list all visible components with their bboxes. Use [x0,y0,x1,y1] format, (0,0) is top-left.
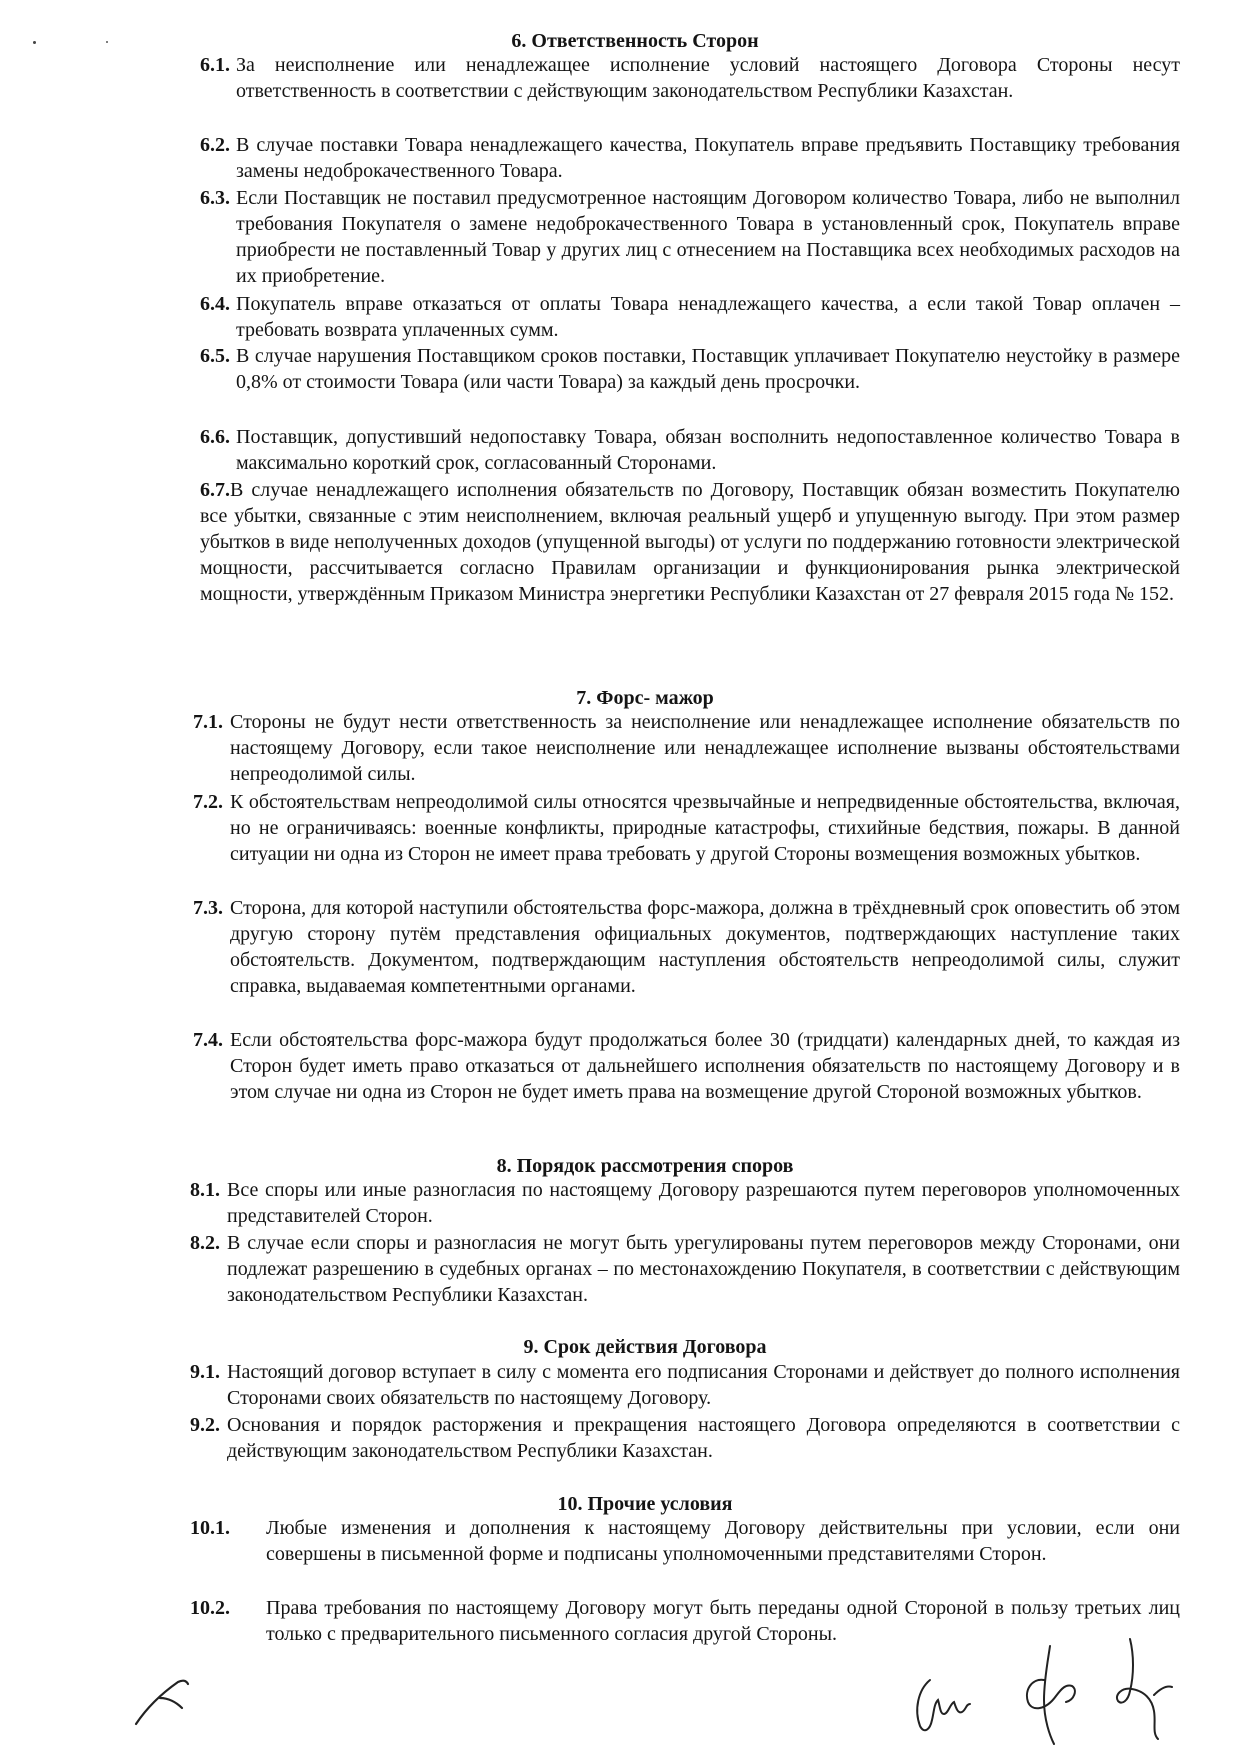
clause-7-3 [193,895,1180,1025]
clause-number: 6.6. [200,426,230,448]
clause-6-1 [200,52,1180,130]
section-7-heading: 7. Форс- мажор [576,687,714,709]
clause-text: Настоящий договор вступает в силу с момента его подписания Сторонами и действует до полного исполнения Сторонами своих обязательств по настоящему Договору. [227,1361,1180,1409]
clause-number: 7.1. [193,711,223,733]
clause-number: 10.1. [190,1517,230,1539]
initial-mark-left [130,1668,200,1728]
signature-3 [1100,1635,1180,1745]
clause-8-2 [190,1230,1180,1308]
clause-text: В случае нарушения Поставщиком сроков поставки, Поставщик уплачивает Покупателю неустойку в размере 0,8% от стоимости Товара (или части Товара) за каждый день просрочки. [236,345,1180,393]
clause-number: 6.2. [200,134,230,156]
clause-number: 6.4. [200,293,230,315]
clause-text: Права требования по настоящему Договору могут быть переданы одной Стороной в пользу третьих лиц только с предварительного письменного согласия другой Стороны. [266,1597,1180,1645]
clause-text: Покупатель вправе отказаться от оплаты Товара ненадлежащего качества, а если такой Товар оплачен – требовать возврата уплаченных сумм. [236,293,1180,341]
clause-7-4 [193,1027,1180,1131]
clause-number: 7.3. [193,897,223,919]
clause-number: 6.3. [200,187,230,209]
clause-text: Сторона, для которой наступили обстоятельства форс-мажора, должна в трёхдневный срок оповестить об этом другую сторону путём представления официальных документов, подтверждающих наступление таких обстоятельств. Документом, подтверждающим наступления обстоятельств непреодолимой силы, служит справка, выдаваемая компетентными органами. [230,897,1180,997]
clause-text: В случае если споры и разногласия не могут быть урегулированы путем переговоров между Сторонами, они подлежат разрешению в судебных органах – по местонахождению Покупателя, в соответствии с действующим законодательством Республики Казахстан. [227,1232,1180,1306]
clause-7-2 [193,789,1180,893]
clause-text: Любые изменения и дополнения к настоящему Договору действительны при условии, если они совершены в письменной форме и подписаны уполномоченными представителями Сторон. [266,1517,1180,1565]
section-8-heading: 8. Порядок рассмотрения споров [496,1155,794,1177]
clause-9-2 [190,1412,1180,1464]
clause-6-2 [200,132,1180,184]
clause-text: Основания и порядок расторжения и прекращения настоящего Договора определяются в соответствии с действующим законодательством Республики Казахстан. [227,1414,1180,1462]
clause-number: 7.2. [193,791,223,813]
clause-6-4 [200,291,1180,343]
clause-number: 6.5. [200,345,230,367]
clause-text: Поставщик, допустивший недопоставку Товара, обязан восполнить недопоставленное количество Товара в максимально короткий срок, согласованный Сторонами. [236,426,1180,474]
clause-text: Стороны не будут нести ответственность за неисполнение или ненадлежащее исполнение обязательств по настоящему Договору, если такое неисполнение или ненадлежащее исполнение вызваны обстоятельствами непреодолимой силы. [230,711,1180,785]
clause-text: Все споры или иные разногласия по настоящему Договору разрешаются путем переговоров уполномоченных представителей Сторон. [227,1179,1180,1227]
clause-6-5 [200,343,1180,421]
clause-number: 8.1. [190,1179,220,1201]
clause-number: 6.1. [200,54,230,76]
clause-text: К обстоятельствам непреодолимой силы относятся чрезвычайные и непредвиденные обстоятельства, включая, но не ограничиваясь: военные конфликты, природные катастрофы, стихийные бедствия, пожары. В данной ситуации ни одна из Сторон не имеет права требовать у другой Стороны возмещения возможных убытков. [230,791,1180,865]
clause-text: Если Поставщик не поставил предусмотренное настоящим Договором количество Товара, либо не выполнил требования Покупателя о замене недоброкачественного Товара в установленный срок, Покупатель вправе приобрести не поставленный Товар у других лиц с отнесением на Поставщика всех необходимых расходов на их приобретение. [236,187,1180,287]
clause-7-1 [193,709,1180,787]
clause-6-6 [200,424,1180,476]
section-6-heading: 6. Ответственность Сторон [511,30,759,52]
clause-9-1 [190,1359,1180,1411]
clause-text: В случае ненадлежащего исполнения обязательств по Договору, Поставщик обязан возместить Покупателю все убытки, связанные с этим неисполнением, включая реальный ущерб и упущенную выгоду. При этом размер убытков в виде неполученных доходов (упущенной выгоды) от услуги по поддержанию готовности электрической мощности, рассчитывается согласно Правилам организации и функционирования рынка электрической мощности, утверждённым Приказом Министра энергетики Республики Казахстан от 27 февраля 2015 года № 152. [200,479,1180,605]
clause-number: 7.4. [193,1029,223,1051]
clause-number: 9.2. [190,1414,220,1436]
clause-number: 8.2. [190,1232,220,1254]
clause-text: За неисполнение или ненадлежащее исполнение условий настоящего Договора Стороны несут ответственность в соответствии с действующим законодательством Республики Казахстан. [236,54,1180,102]
clause-6-3 [200,185,1180,289]
clause-text: Если обстоятельства форс-мажора будут продолжаться более 30 (тридцати) календарных дней, то каждая из Сторон будет иметь право отказаться от дальнейшего исполнения обязательств по настоящему Договору и в этом случае ни одна из Сторон не будет иметь права на возмещение другой Стороной возможных убытков. [230,1029,1180,1103]
clause-6-7 [200,477,1180,659]
clause-number: 6.7. [200,479,230,501]
clause-number: 10.2. [190,1597,230,1619]
section-10-heading: 10. Прочие условия [557,1493,733,1515]
signature-1 [900,1660,980,1740]
clause-8-1 [190,1177,1180,1229]
clause-text: В случае поставки Товара ненадлежащего качества, Покупатель вправе предъявить Поставщику требования замены недоброкачественного Товара. [236,134,1180,182]
section-9-heading: 9. Срок действия Договора [523,1336,767,1358]
clause-number: 9.1. [190,1361,220,1383]
signature-2 [1010,1640,1090,1750]
clause-10-1 [190,1515,1180,1593]
